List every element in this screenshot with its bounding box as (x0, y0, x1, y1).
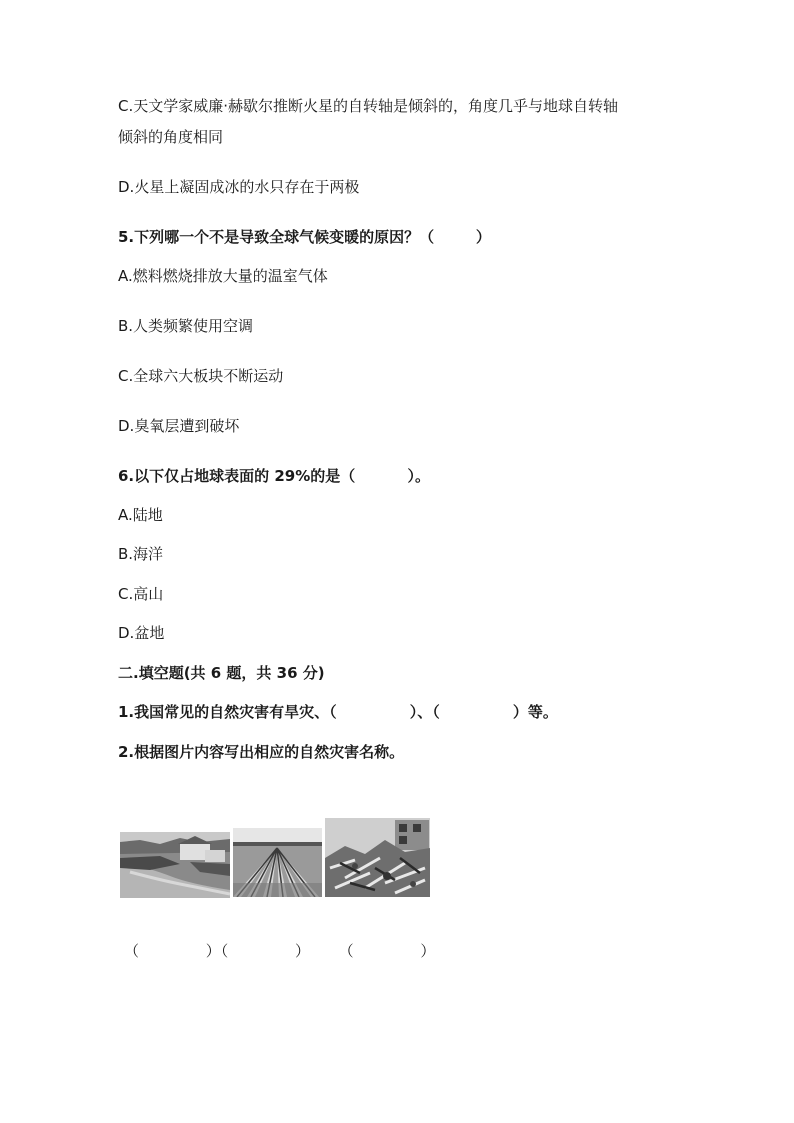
q6-stem: 6.以下仅占地球表面的 29%的是（ ）。 (118, 467, 430, 485)
answer-blanks[interactable]: （ ）（ ） （ ） (124, 942, 436, 960)
q5-stem: 5.下列哪一个不是导致全球气候变暖的原因？（ ） (118, 228, 491, 246)
section2-q2: 2.根据图片内容写出相应的自然灾害名称。 (118, 743, 405, 761)
section2-heading: 二.填空题(共 6 题，共 36 分) (118, 664, 325, 682)
section2-q1: 1.我国常见的自然灾害有旱灾、（ ）、（ ）等。 (118, 703, 558, 721)
q4-option-c-line1: C.天文学家威廉·赫歇尔推断火星的自转轴是倾斜的，角度几乎与地球自转轴 (118, 97, 619, 115)
q6-option-c: C.高山 (118, 585, 164, 603)
q5-option-c: C.全球六大板块不断运动 (118, 367, 284, 385)
q6-option-b: B.海洋 (118, 545, 164, 563)
q5-option-a: A.燃料燃烧排放大量的温室气体 (118, 267, 328, 285)
flood-photo (120, 832, 230, 898)
q5-option-b: B.人类频繁使用空调 (118, 317, 254, 335)
q6-option-a: A.陆地 (118, 506, 163, 524)
q4-option-c-line2: 倾斜的角度相同 (118, 128, 224, 146)
q5-option-d: D.臭氧层遭到破坏 (118, 417, 240, 435)
field-photo (233, 828, 322, 897)
rubble-photo (325, 818, 430, 897)
q6-option-d: D.盆地 (118, 624, 165, 642)
q4-option-d: D.火星上凝固成冰的水只存在于两极 (118, 178, 360, 196)
